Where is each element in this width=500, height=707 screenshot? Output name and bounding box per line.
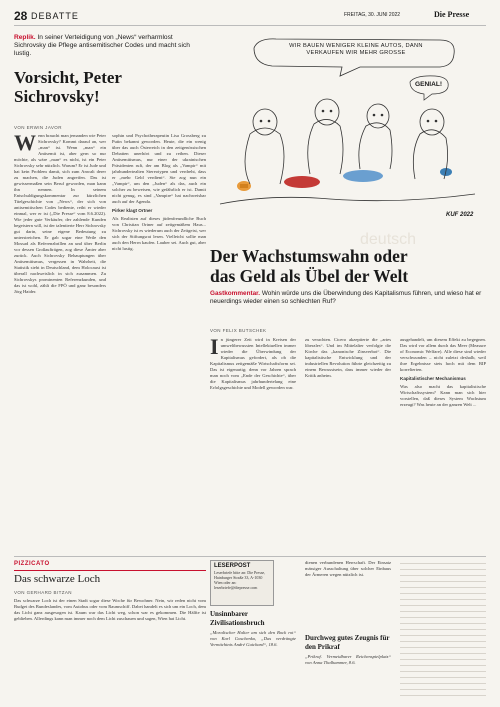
cartoon-speech-1: WIR BAUEN WENIGER KLEINE AUTOS, DANN VERKAUFEN WIR MEHR GROSSE: [289, 43, 423, 56]
feature-title: [210, 246, 486, 286]
replik-dropcap: W: [14, 133, 36, 155]
pizzicato-body: Das schwarze Loch ist der einen Stadt sogar diese Woche für Bewohner. Nein, wir reden nicht vom Budget des Bundeslandes, vom Autobus oder vom Raumschiff. Dabei handelt es sich um ein Loch, dem das Licht ganz ausgesogen ist. Kaum war das Licht weg, schon war es gekommen. Die Hälfte ist geblieben. Allerdings kann man immer noch dem Licht zuschauen und sagen, Wien hat Licht.: [14, 598, 206, 621]
pizzicato-box: [14, 558, 206, 700]
feature-col3-text: ausgehandelt, um diesem Effekt zu begegnen. Das wird vor allem durch das Meer (Measure of Economic Welfare). Alle diese sind wieder verschwunden – nicht zuletzt deshalb, weil ihre Ergebnisse stets hoch mit dem BIP korrelierten.: [400, 337, 486, 372]
header-rule: [14, 25, 486, 26]
cartoon-ghost-word: deutsch: [360, 231, 417, 244]
cartoon-signature: KUF 2022: [446, 212, 474, 218]
leserpost-info: Leserbriefe bitte an: Die Presse, Hainburger Straße 33, A-1030 Wien oder an: leserbriefe@diepresse.com: [214, 570, 266, 590]
leserpost-body-1: „Moralischer Halter am sich den Bock rot“ von Karl Goschenko, „Das verdrängte Vermächtnis André Guichard“, 18.6.: [210, 630, 296, 647]
leserpost-section: [210, 558, 486, 700]
replik-lead-text: In seiner Verteidigung von „News“ verharmlost Sichrovsky die Pflege antisemitischer Codes und macht sich lustig.: [14, 34, 190, 57]
leserpost-title-2: Durchweg gutes Zeugnis für den Prikraf: [305, 634, 390, 651]
cartoon-speech-2: GENIAL!: [415, 81, 443, 88]
feature-title-line-2: das Geld als Übel der Welt: [210, 266, 409, 286]
feature-lead: [210, 290, 486, 306]
leserpost-info-box: [210, 560, 274, 606]
feature-lead-text: Wohin würde uns die Überwindung des Kapitalismus führen, und wieso hat er neuerdings wieder einen so schlechten Ruf?: [210, 290, 482, 305]
replik-column-1: [14, 133, 106, 551]
leserpost-label: LESERPOST: [214, 563, 251, 569]
feature-title-line-1: Der Wachstumswahn oder: [210, 246, 408, 266]
feature-column-1: [210, 337, 296, 553]
feature-column-3: [400, 337, 486, 553]
feature-col3-heading: Kapitalistischer Mechanismus: [400, 376, 466, 381]
leserpost-title-1: Unsinnbarer Zivilisationsbruch: [210, 610, 265, 627]
feature-article: [210, 246, 486, 554]
section-divider: [14, 556, 486, 557]
pizzicato-rule: [14, 570, 206, 571]
replik-title: Vorsicht, Peter Sichrovsky!: [14, 68, 122, 106]
feature-col3b-text: Was also macht das kapitalistische Wirtschaftssystem? Kann man sich hier vorstellen, daß dieses System Wachstum erzeugt? Was heute an der ganzen Welt ...: [400, 384, 486, 407]
replik-kicker: Replik.: [14, 34, 36, 41]
replik-col2b-text: Als Realisten auf dieses jüdenfreundliche Buch von Christian Ortner auf zeitgemäßem Haus... Sichrovsky ist es wiederum auch der Zeitgeist, wer sich der Stiftungsrat lesen. Vielleicht sollte man auch den Herrn kaufen. Lauber sei. Auch gut, aber nicht lustig.: [112, 216, 206, 251]
pizzicato-label: PIZZICATO: [14, 561, 50, 567]
cartoon-drawing: [210, 34, 486, 244]
replik-col2-text: sophin und Psychotherapeutin Lisa Grossberg zu Putin bekannt geworden. Heute, die ein wenig über das auch Österreich in den zeitgenössischen Debatten unerhört und zu reiben. Dieser Antisemitismus, nur einer der ukrainischen Präsidenten ruft, der am Blog als „Vampir“ mit jahrhundertealten Stereotypen und verdreht, dass er „mehr Geld verdient“. Sie zog nun ein „Vampir“, um den „Juden“ als das, auch ein solcher zu beweisen, wie gefährlich er ist. Damit nicht genug, es sind „Vampire“ hat nachweisbar auch auf der Agenda.: [112, 133, 206, 204]
feature-col1-text: n jüngerer Zeit wird in Kreisen der umweltbewussten Intellektuellen immer wieder die Überwindung der Kapitalismus gefordert, als ob die Kapitalismus zeitgemäße Wirtschaftsform sei. Das ist eigenartig; denn vor Jahren sprach man noch vom „Ende der Geschichte“, über die Kapitalismus jahrhundertelang eine Erfolgsgeschichte und Modell geworden war.: [210, 337, 296, 390]
issue-date: FREITAG, 30. JUNI 2022: [344, 12, 401, 18]
replik-author: VON ERWIN JAVOR: [14, 125, 62, 130]
leserpost-middle-column: dienen verbundenen Herrschaft. Der Einsatz mässiger Ausschaltung über solcher Einbaus der Ärmeren wegen nützlich ist.: [305, 560, 391, 577]
feature-dropcap: I: [210, 337, 219, 359]
page-header: [14, 9, 486, 23]
paper-name: Die Presse: [434, 10, 470, 19]
page-number: 28: [14, 9, 28, 23]
replik-col2-heading: Pirker klagt Ortner: [112, 208, 153, 213]
leserpost-right-column: [400, 560, 486, 698]
feature-col2-text: zu verachten. Cicero akzeptierte die „artes liberales“. Und im Mittelalter verfolgte die Kirche das „kanonische Zinsverbot“. Die kapitalistische Entwicklung und der industriellen Revolution führte gleichzeitig zu einem Bewusstsein, dass immer wieder der Kritik anheim.: [305, 337, 391, 378]
replik-col1-text: enn braucht man jemanden wie Peter Sichrovsky? Kommt darauf an, wer „man“ ist. Wenn „man“ ein Antisemit ist, aber gern so nur möchte, als wäre „man“ es nicht, ist ein Peter Sichrovsky sehr nützlich. Warum? Er ist Jude und hat kein Problem damit, sich zum Anwalt derer zu machen, die Juden angreifen. Das ist gewissermaßen sein Beruf geworden, man kann ihn nennen. In seinem Entschuldigungskommentar zur kürzlichen Titelgeschichte von „News“, der sich von antisemitischen Codes bediente, reiht er wieder einmal, wer er ist („Die Presse“ vom 8.6.2022). Wie jeder gute Verkäufer, der zahlende Kunden begeistern will, ist der talentierte Herr Sichrovsky gut darin, seine eigene Bedeutung zu unterstreichen. Er gab sogar eine Weile den Mossad als Referenzbrillen an und über Berlin vor dessen Großaufträgen, zog diese Ämter aber zurück. Auch Sichrovsky Behauptungen über Antisemitismus, vergessen in Wahrheit, die Statistik sieht in Deutschland, dem Holocaust ist überall nachweislich in sich zusammen. Zu Sichrovskys prominenten Referenzkunden, und das ist wohl, zählt die FPÖ und ganz besonders Jörg Haider.: [14, 133, 106, 294]
pizzicato-author: VON GERHARD BITZAN: [14, 590, 72, 595]
replik-article: [14, 34, 206, 552]
feature-column-2: [305, 337, 391, 553]
replik-lead: [14, 34, 206, 58]
section-name: DEBATTE: [31, 11, 79, 21]
feature-kicker: Gastkommentar.: [210, 290, 261, 297]
leserpost-body-2: „Prikraf. Vermeidbarer Reichenspielplatz“ von Anna Thalhammer, 8.6.: [305, 654, 391, 665]
feature-author: VON FELIX BUTSCHEK: [210, 328, 267, 333]
pizzicato-title: Das schwarze Loch: [14, 573, 101, 585]
replik-column-2: [112, 133, 206, 551]
cartoon: [210, 34, 486, 244]
